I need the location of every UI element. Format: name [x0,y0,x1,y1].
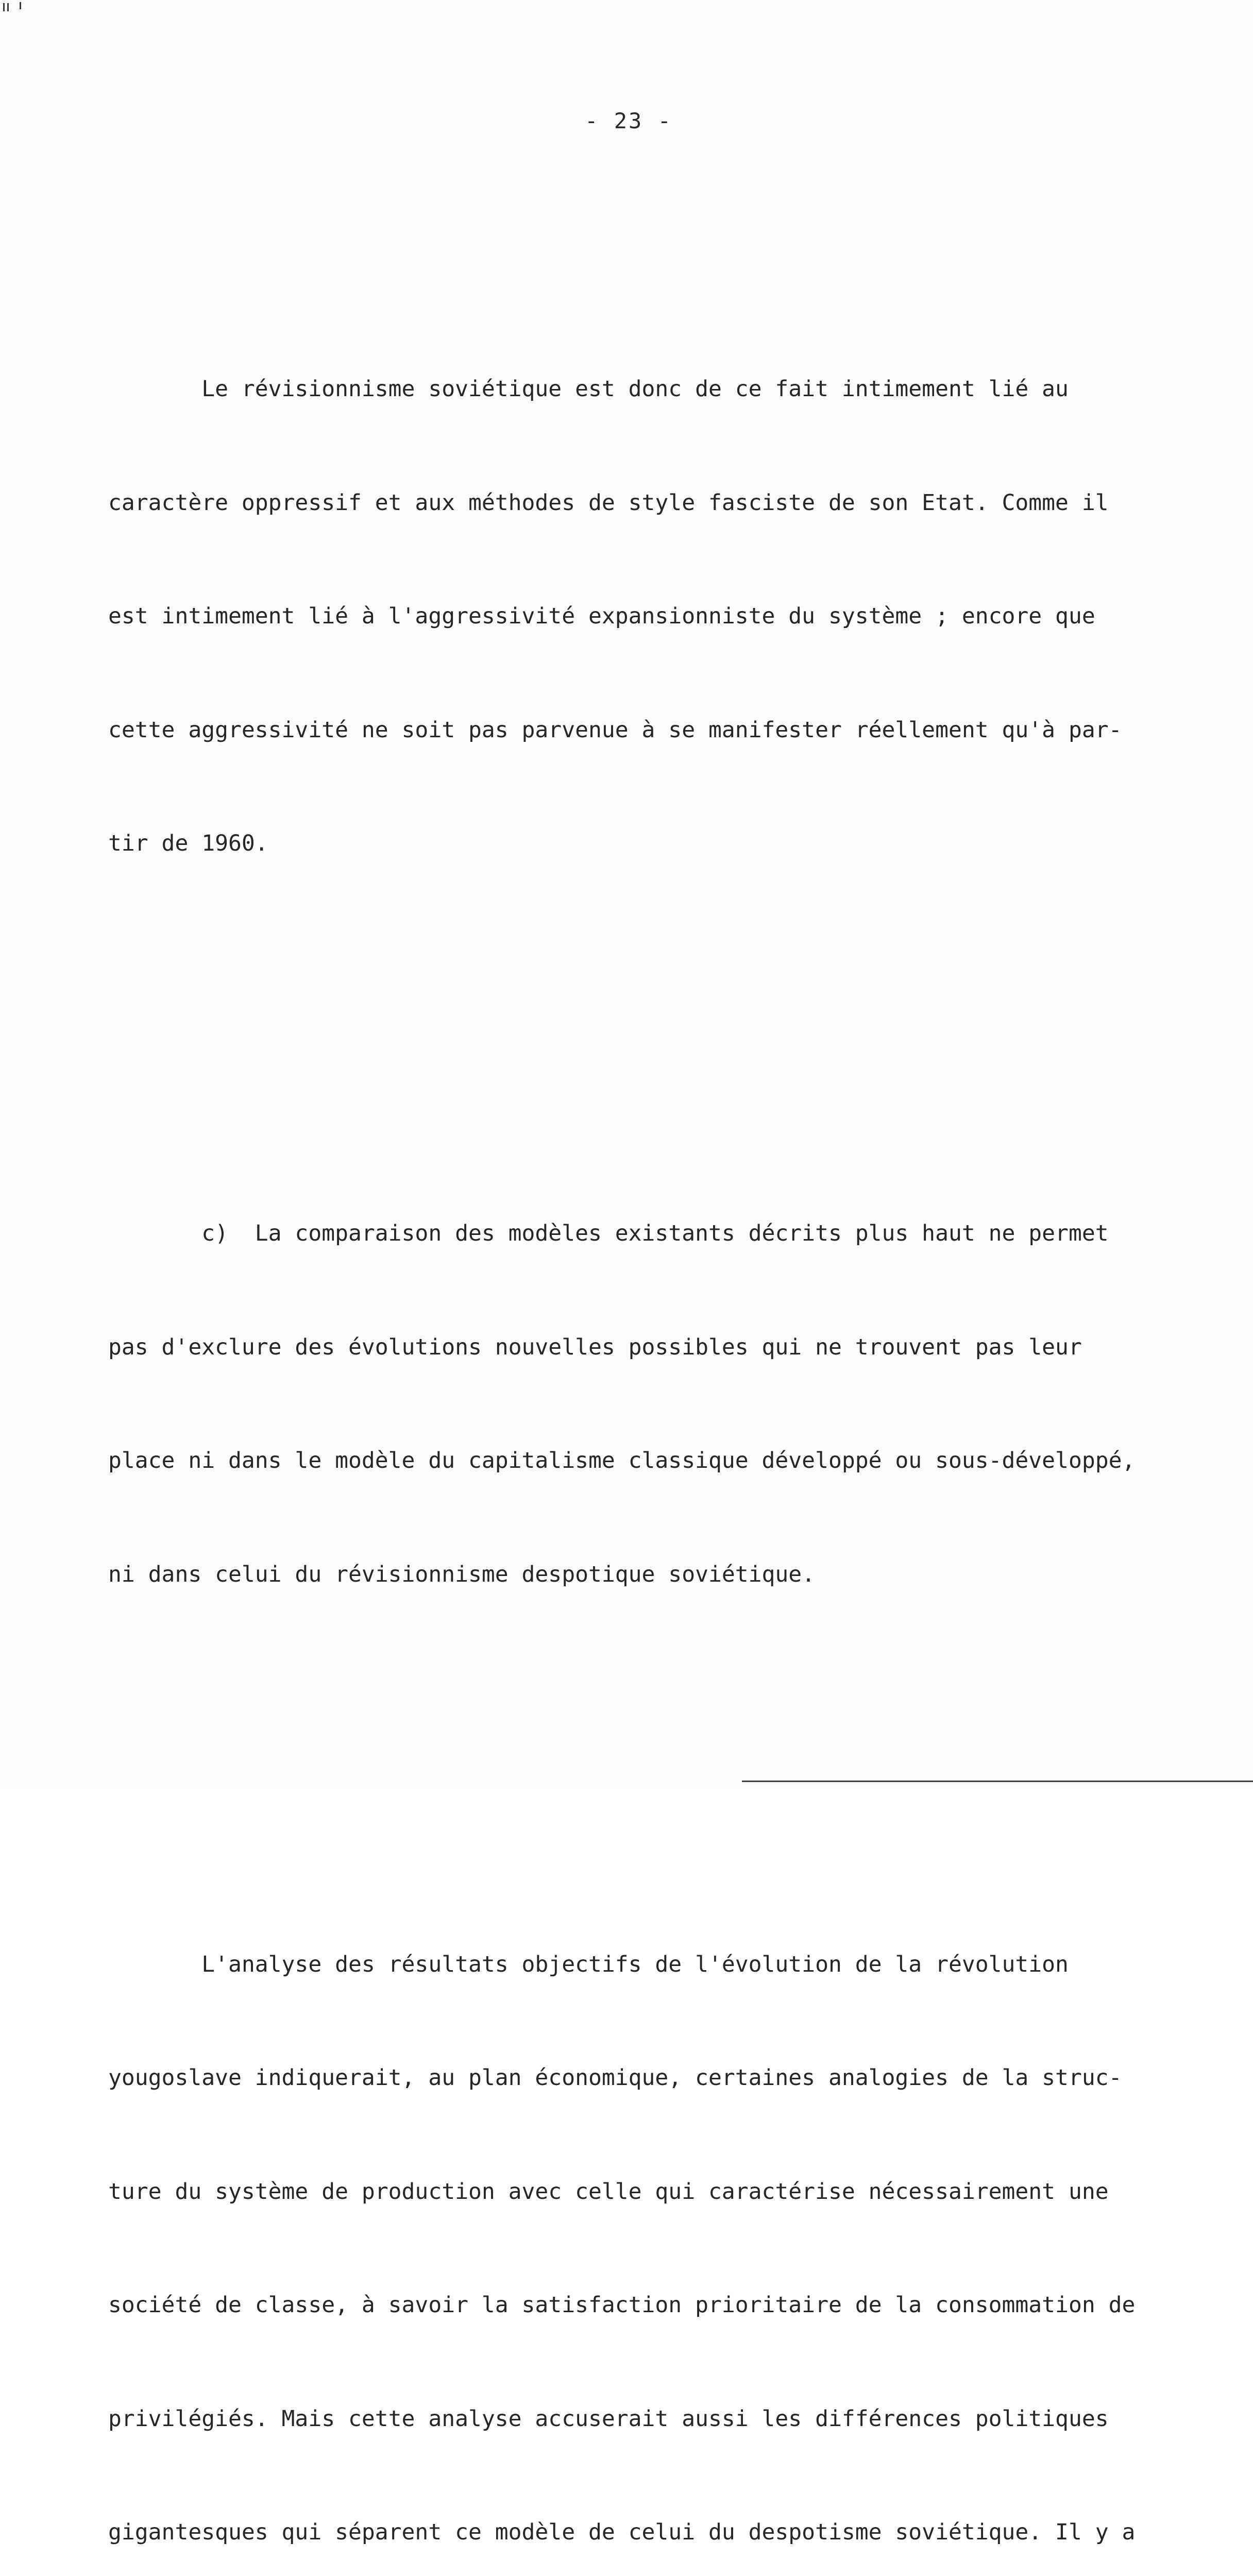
text-line: ture du système de production avec celle qui caractérise nécessairement une [108,2173,1157,2211]
bottom-rule [742,1781,1253,1782]
paragraph [108,295,1157,939]
text-line: yougoslave indiquerait, au plan économique, certaines analogies de la struc- [108,2059,1157,2097]
paragraph-gap [108,1014,1157,1026]
text-line: société de classe, à savoir la satisfaction prioritaire de la consommation de [108,2286,1157,2325]
paragraph-gap [108,1745,1157,1756]
text-line: cette aggressivité ne soit pas parvenue à se manifester réellement qu'à par- [108,711,1157,750]
paragraph [108,1870,1157,2576]
scan-mark [20,2,21,9]
text-line: L'analyse des résultats objectifs de l'évolution de la révolution [108,1946,1157,1984]
text-line: privilégiés. Mais cette analyse accuserait aussi les différences politiques [108,2400,1157,2438]
scan-mark [3,3,5,11]
text-line: Le révisionnisme soviétique est donc de ce fait intimement lié au [108,370,1157,409]
text-line: caractère oppressif et aux méthodes de style fasciste de son Etat. Comme il [108,484,1157,522]
paragraph [108,1139,1157,1669]
text-line: ni dans celui du révisionnisme despotique soviétique. [108,1556,1157,1594]
scan-mark [7,3,9,11]
page-number: - 23 - [562,108,696,133]
body-text [108,219,1157,2576]
text-line: est intimement lié à l'aggressivité expansionniste du système ; encore que [108,598,1157,636]
text-line: pas d'exclure des évolutions nouvelles possibles qui ne trouvent pas leur [108,1329,1157,1367]
text-line: tir de 1960. [108,825,1157,863]
text-line: gigantesques qui séparent ce modèle de celui du despotisme soviétique. Il y a [108,2514,1157,2552]
text-line: c) La comparaison des modèles existants décrits plus haut ne permet [108,1215,1157,1253]
text-line: place ni dans le modèle du capitalisme classique développé ou sous-développé, [108,1442,1157,1480]
